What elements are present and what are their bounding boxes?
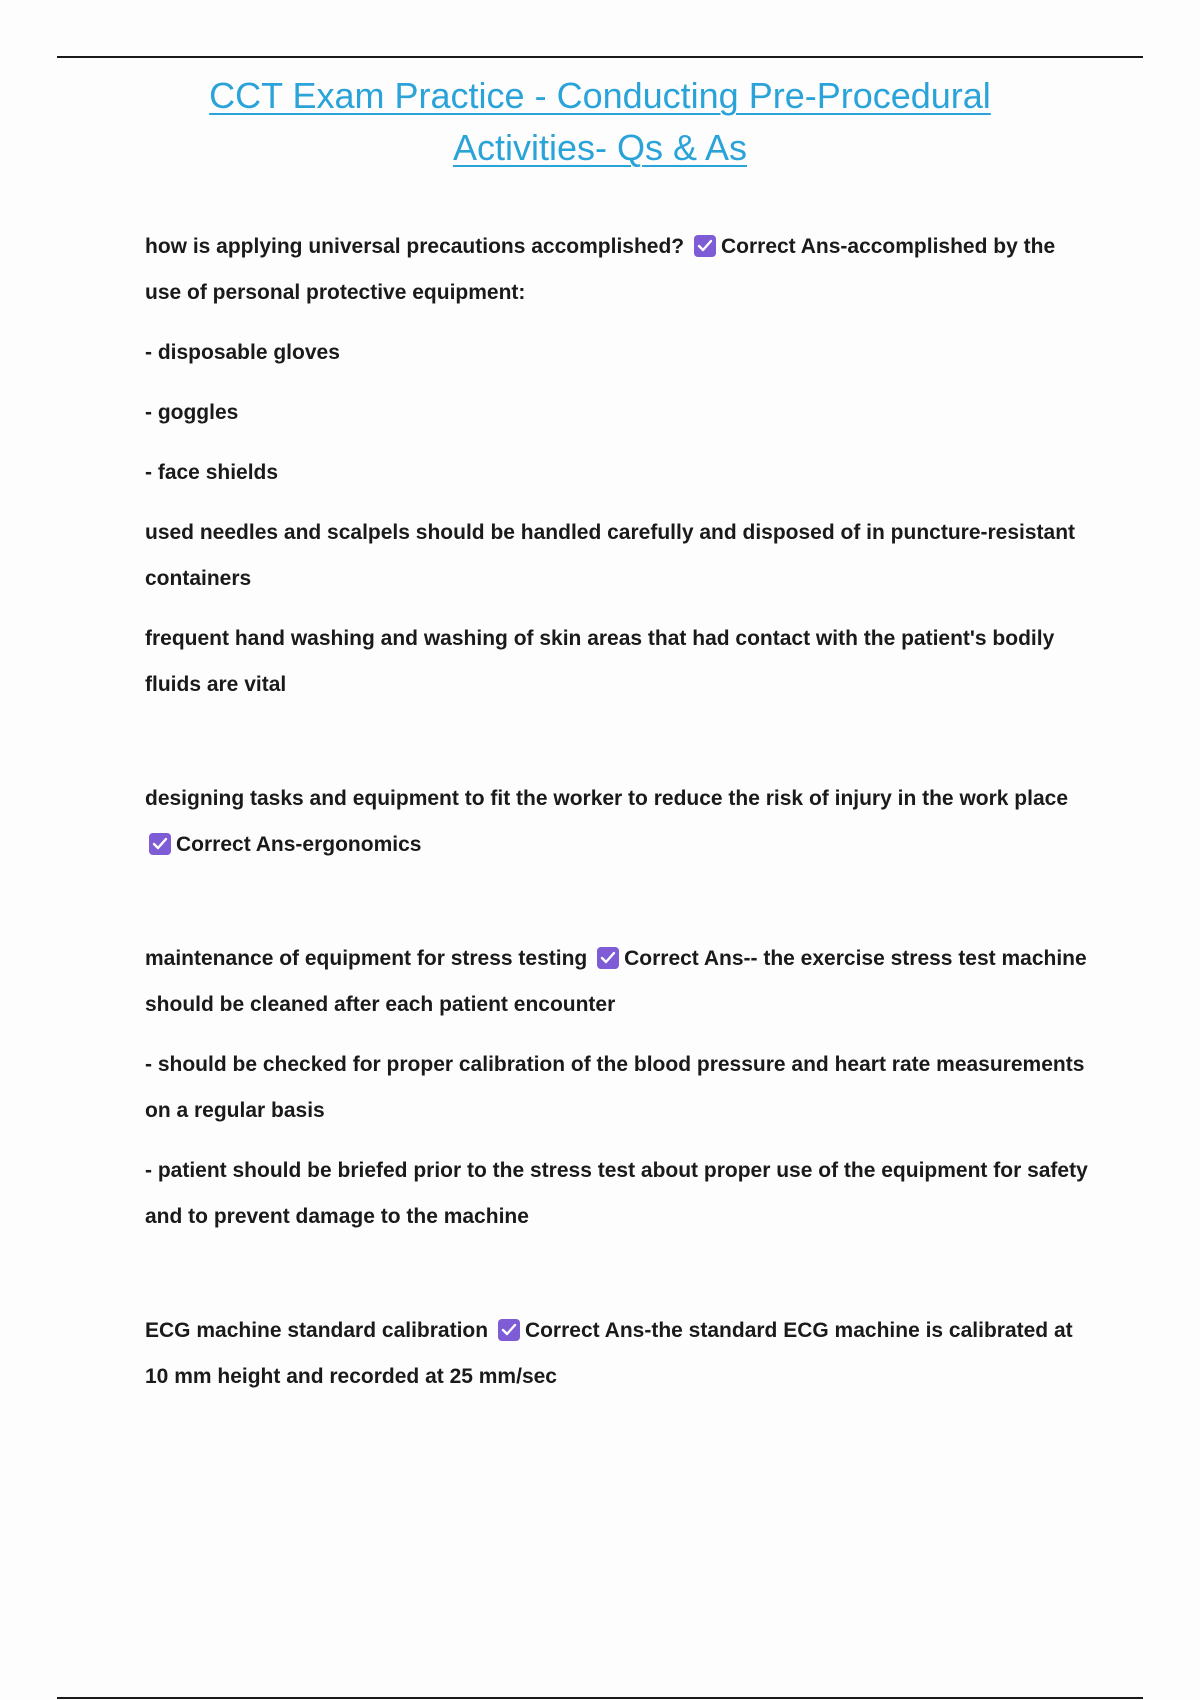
document-title-line-1: CCT Exam Practice - Conducting Pre-Procedural — [209, 75, 991, 116]
answer-detail: - face shields — [145, 461, 279, 484]
checkbox-checked-icon — [694, 235, 716, 257]
question-text: maintenance of equipment for stress testing — [145, 947, 588, 970]
document-title-line-2: Activities- Qs & As — [452, 127, 748, 168]
answer-detail: frequent hand washing and washing of skin areas that had contact with the patient's bodily fluids are vital — [145, 627, 1055, 696]
answer-text: Correct Ans-- the exercise stress test machine should be cleaned after each patient encounter — [145, 947, 1087, 1016]
answer-detail: - should be checked for proper calibration of the blood pressure and heart rate measurements on a regular basis — [145, 1053, 1085, 1122]
qa-item-1 — [145, 224, 1095, 316]
header-rule — [57, 56, 1143, 58]
answer-text: Correct Ans-accomplished by the use of personal protective equipment: — [145, 235, 1056, 304]
answer-detail: used needles and scalpels should be handled carefully and disposed of in puncture-resistant containers — [145, 521, 1076, 590]
document-title — [120, 70, 1080, 174]
question-text: how is applying universal precautions accomplished? — [145, 235, 685, 258]
answer-text: Correct Ans-ergonomics — [176, 833, 422, 856]
checkbox-checked-icon — [498, 1319, 520, 1341]
answer-text: Correct Ans-the standard ECG machine is calibrated at 10 mm height and recorded at 25 mm/sec — [145, 1319, 1073, 1388]
answer-detail: - patient should be briefed prior to the stress test about proper use of the equipment for safety and to prevent damage to the machine — [145, 1159, 1088, 1228]
qa-item-3 — [145, 936, 1095, 1028]
answer-detail: - goggles — [145, 401, 239, 424]
answer-detail: - disposable gloves — [145, 341, 340, 364]
qa-content — [145, 224, 1095, 1400]
qa-item-4 — [145, 1308, 1095, 1400]
checkbox-checked-icon — [597, 947, 619, 969]
qa-item-2 — [145, 776, 1095, 868]
question-text: designing tasks and equipment to fit the worker to reduce the risk of injury in the work place — [145, 787, 1068, 810]
footer-rule — [57, 1697, 1143, 1699]
question-text: ECG machine standard calibration — [145, 1319, 489, 1342]
checkbox-checked-icon — [149, 833, 171, 855]
